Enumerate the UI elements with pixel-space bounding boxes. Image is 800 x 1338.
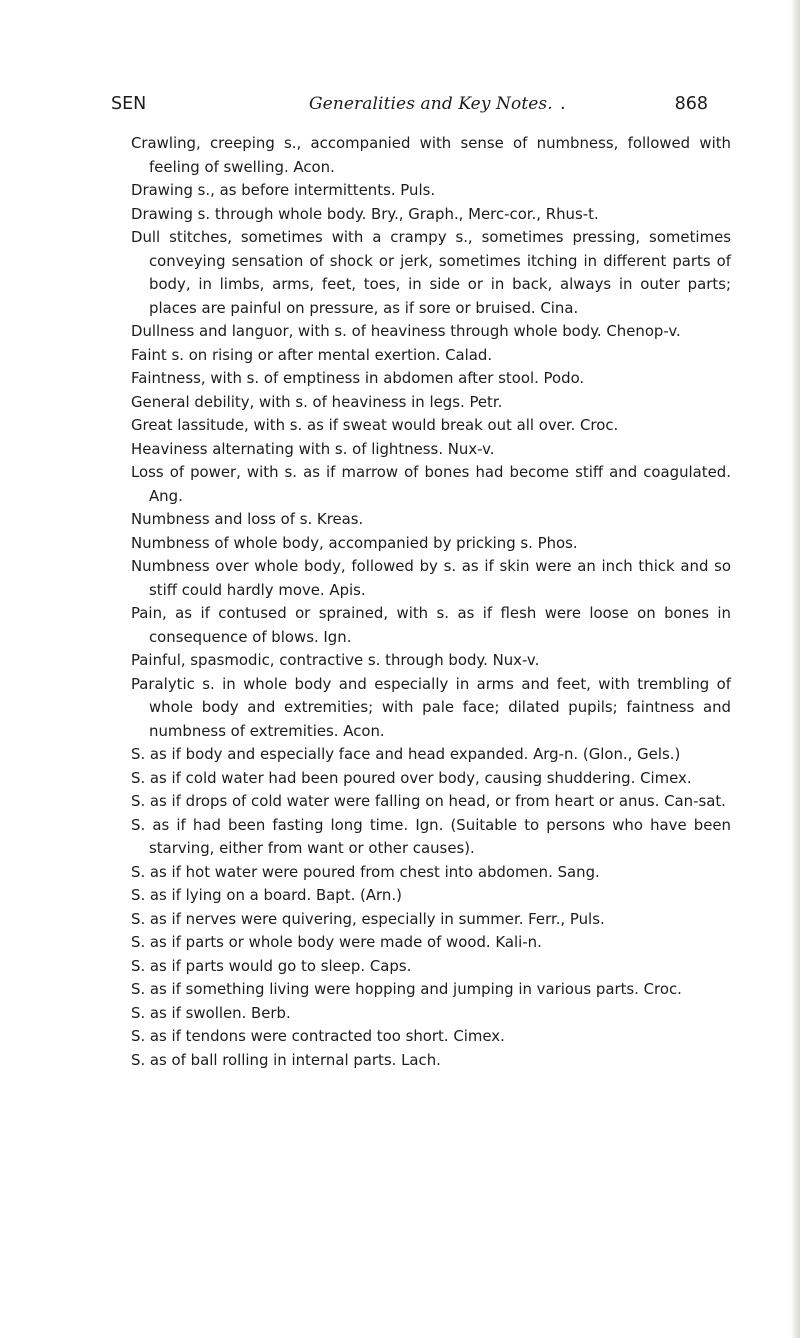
list-item: Faintness, with s. of emptiness in abdomen after stool. Podo. xyxy=(131,369,585,387)
list-item: S. as if cold water had been poured over body, causing shuddering. Cimex. xyxy=(131,768,692,787)
header-dot: . xyxy=(560,94,566,114)
list-item: S. as if lying on a board. Bapt. (Arn.) xyxy=(131,886,402,904)
header-title: Generalities and Key Notes. xyxy=(309,94,553,114)
list-item: Numbness of whole body, accompanied by pricking s. Phos. xyxy=(131,533,578,552)
list-item: S. as if hot water were poured from chest into abdomen. Sang. xyxy=(131,862,600,881)
list-item: Loss of power, with s. as if marrow of bones had become stiff and coagulated. Ang. xyxy=(131,463,731,505)
running-header xyxy=(111,92,708,116)
list-item: S. as of ball rolling in internal parts. Lach. xyxy=(131,1050,441,1069)
list-item: Painful, spasmodic, contractive s. through body. Nux-v. xyxy=(131,651,540,669)
entry-list xyxy=(131,132,731,1072)
list-item: Dullness and languor, with s. of heaviness through whole body. Chenop-v. xyxy=(131,322,681,340)
list-item: Heaviness alternating with s. of lightness. Nux-v. xyxy=(131,439,495,458)
list-item: S. as if had been fasting long time. Ign. (Suitable to persons who have been starving, either from want or other causes). xyxy=(131,815,731,857)
list-item: S. as if parts or whole body were made of wood. Kali-n. xyxy=(131,933,542,951)
list-item: Dull stitches, sometimes with a crampy s., sometimes pressing, sometimes conveying sensation of shock or jerk, sometimes itching in different parts of body, in limbs, arms, feet, toes, in side or in back, always in outer parts; places are painful on pressure, as if sore or bruised. Cina. xyxy=(131,228,731,317)
list-item: Numbness over whole body, followed by s. as if skin were an inch thick and so stiff could hardly move. Apis. xyxy=(131,557,731,599)
list-item: Numbness and loss of s. Kreas. xyxy=(131,510,364,528)
header-section-label: SEN xyxy=(111,94,147,114)
page-number: 868 xyxy=(674,94,708,114)
list-item: S. as if parts would go to sleep. Caps. xyxy=(131,956,412,975)
list-item: General debility, with s. of heaviness in legs. Petr. xyxy=(131,392,503,411)
page-edge xyxy=(791,0,800,1338)
list-item: Faint s. on rising or after mental exertion. Calad. xyxy=(131,345,493,364)
list-item: S. as if body and especially face and head expanded. Arg-n. (Glon., Gels.) xyxy=(131,745,681,763)
list-item: S. as if tendons were contracted too short. Cimex. xyxy=(131,1027,505,1045)
list-item: S. as if swollen. Berb. xyxy=(131,1003,291,1022)
list-item: S. as if nerves were quivering, especially in summer. Ferr., Puls. xyxy=(131,909,605,928)
list-item: Pain, as if contused or sprained, with s. as if flesh were loose on bones in consequence of blows. Ign. xyxy=(131,604,731,646)
list-item: S. as if drops of cold water were falling on head, or from heart or anus. Can-sat. xyxy=(131,792,726,810)
list-item: Great lassitude, with s. as if sweat would break out all over. Croc. xyxy=(131,416,619,434)
list-item: S. as if something living were hopping and jumping in various parts. Croc. xyxy=(131,980,682,998)
list-item: Drawing s., as before intermittents. Puls. xyxy=(131,181,436,199)
list-item: Drawing s. through whole body. Bry., Graph., Merc-cor., Rhus-t. xyxy=(131,204,599,223)
list-item: Crawling, creeping s., accompanied with sense of numbness, followed with feeling of swelling. Acon. xyxy=(131,134,731,176)
list-item: Paralytic s. in whole body and especially in arms and feet, with trembling of whole body and extremities; with pale face; dilated pupils; faintness and numbness of extremities. Acon. xyxy=(131,674,731,740)
